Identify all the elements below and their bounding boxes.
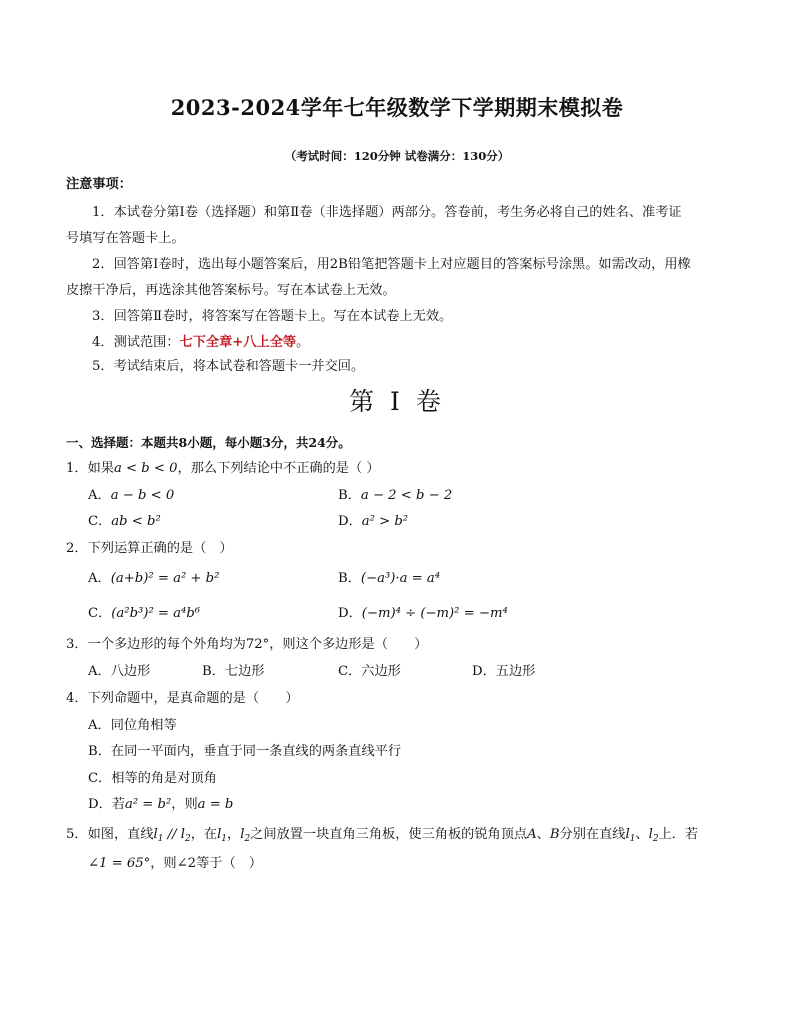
- q1-option-d: D．a² > b²: [338, 514, 409, 529]
- q1-option-a: A．a − b < 0: [88, 488, 175, 503]
- question-4-stem: 4．下列命题中，是真命题的是（ ）: [66, 691, 299, 706]
- note-1-line-2: 号填写在答题卡上。: [66, 231, 185, 246]
- exam-info: （考试时间：120分钟 试卷满分：130分）: [284, 149, 510, 163]
- question-3-stem: 3．一个多边形的每个外角均为72°，则这个多边形是（ ）: [66, 637, 428, 652]
- q4-option-d: D．若a² = b²，则a = b: [88, 797, 234, 812]
- q4-option-a: A．同位角相等: [88, 718, 177, 733]
- question-5-line-2: ∠1 = 65°，则∠2等于（ ）: [88, 856, 263, 871]
- test-scope: 七下全章+八上全等: [179, 335, 297, 350]
- q3-option-c: C．六边形: [338, 664, 401, 679]
- q3-option-a: A．八边形: [88, 664, 151, 679]
- note-3: 3．回答第Ⅱ卷时，将答案写在答题卡上。写在本试卷上无效。: [92, 309, 453, 324]
- page-title: 2023-2024学年七年级数学下学期期末模拟卷: [170, 95, 624, 120]
- q1-option-c: C．ab < b²: [88, 514, 161, 529]
- q1-option-b: B．a − 2 < b − 2: [338, 488, 453, 503]
- q4-option-c: C．相等的角是对顶角: [88, 771, 217, 786]
- q2-option-c: C．(a²b³)² = a⁴b⁶: [88, 606, 201, 621]
- note-2-line-1: 2．回答第Ⅰ卷时，选出每小题答案后，用2B铅笔把答题卡上对应题目的答案标号涂黑。如需改动，用橡: [92, 257, 691, 272]
- q2-option-b: B．(−a³)·a = a⁴: [338, 571, 441, 586]
- note-5: 5．考试结束后，将本试卷和答题卡一并交回。: [92, 359, 365, 374]
- question-5-line-1: 5．如图，直线$l_1 // l_2$，在$l_1$，$l_2$之间放置一块直角三角板，使三角板的锐角顶点A、B分别在直线$l_1$、$l_2$上．若: [66, 827, 699, 844]
- note-4-prefix: 4．测试范围：: [92, 335, 180, 350]
- note-1-line-1: 1．本试卷分第Ⅰ卷（选择题）和第Ⅱ卷（非选择题）两部分。答卷前，考生务必将自己的姓名、准考证: [92, 205, 682, 220]
- q4-option-b: B．在同一平面内，垂直于同一条直线的两条直线平行: [88, 744, 402, 759]
- q2-option-a: A．(a+b)² = a² + b²: [88, 571, 220, 586]
- question-2-stem: 2．下列运算正确的是（ ）: [66, 541, 233, 556]
- question-1-stem: 1．如果a < b < 0，那么下列结论中不正确的是（ ）: [66, 461, 380, 476]
- note-2-line-2: 皮擦干净后，再选涂其他答案标号。写在本试卷上无效。: [66, 283, 396, 298]
- q1-condition: a < b < 0: [113, 461, 178, 476]
- section-title: 第 I 卷: [349, 387, 445, 416]
- q2-option-d: D．(−m)⁴ ÷ (−m)² = −m⁴: [338, 606, 508, 621]
- q3-option-d: D．五边形: [472, 664, 536, 679]
- note-4-suffix: 。: [296, 335, 310, 350]
- notes-heading: 注意事项：: [66, 177, 132, 192]
- note-4: [92, 334, 309, 352]
- q3-option-b: B．七边形: [202, 664, 265, 679]
- part-1-heading: 一、选择题：本题共8小题，每小题3分，共24分。: [66, 435, 351, 450]
